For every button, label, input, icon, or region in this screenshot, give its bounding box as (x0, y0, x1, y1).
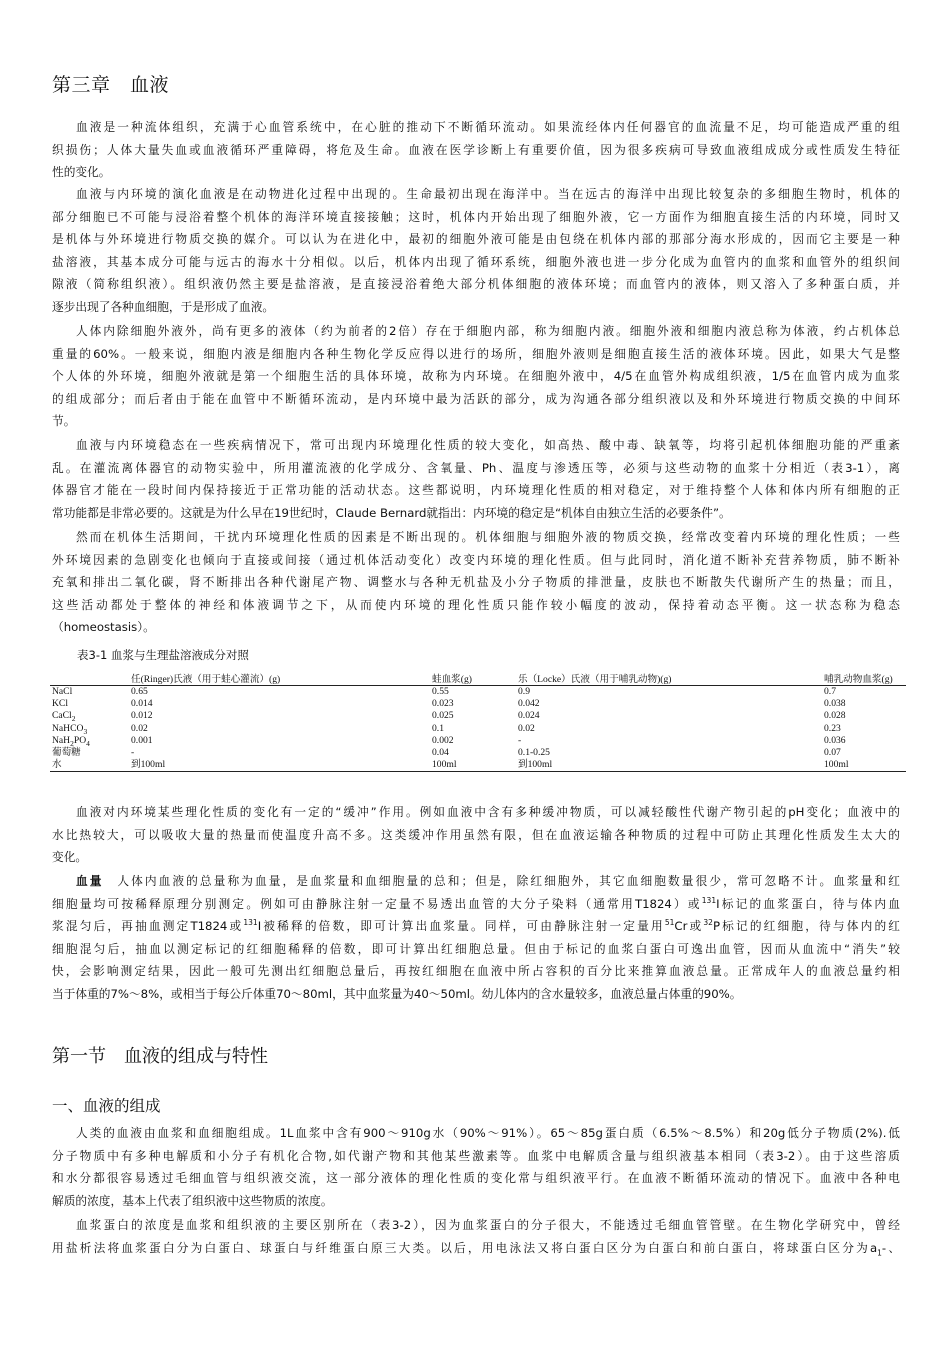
text-line: 性的变化。 (52, 165, 111, 180)
table-cell: 0.65 (131, 686, 148, 697)
table-cell: 0.07 (824, 747, 841, 759)
table-caption: 表3-1 血浆与生理盐溶液成分对照 (77, 648, 249, 662)
paragraph-dynamic-balance (52, 526, 900, 639)
table-header-cell (50, 670, 129, 686)
text-line: 血量 人体内血液的总量称为血量，是血浆量和血细胞量的总和；但是，除红细胞外，其它血细胞数量很少，常可忽略不计。血浆量和红 (76, 874, 900, 888)
text-line: 解质的浓度，基本上代表了组织液中这些物质的浓度。 (52, 1193, 333, 1208)
text-line: 隙液（简称组织液）。组织液仍然主要是盐溶液，是直接浸浴着绝大部分机体细胞的液体环境；而血管内的液体，则又溶入了多种蛋白质，并 (52, 277, 900, 292)
table-header-cell: 乐（Locke）氏液（用于哺乳动物)(g) (516, 670, 822, 686)
table-cell: 0.1 (432, 722, 444, 734)
table-row (50, 698, 906, 710)
paragraph-intro (52, 116, 900, 184)
text-line: 体器官才能在一段时间内保持接近于正常功能的活动状态。这些都说明，内环境理化性质的相对稳定，对于维持整个人体和体内所有细胞的正 (52, 483, 900, 498)
text-line: 分子物质中有多种电解质和小分子有机化合物,如代谢产物和其他某些激素等。血浆中电解质含量与组织液基本相同（表3-2）。由于这些溶质 (52, 1148, 900, 1163)
table-row (50, 710, 906, 722)
text-line: 人类的血液由血浆和血细胞组成。1L血浆中含有900～910g水（90%～91%）。65～85g蛋白质（6.5%～8.5%）和20g低分子物质(2%).低 (76, 1126, 900, 1140)
row-label: 水 (50, 759, 129, 772)
table-header-cell: 哺乳动物血浆(g) (822, 670, 906, 686)
row-label: KCl (52, 698, 68, 710)
text-line: 逐步出现了各种血细胞，于是形成了血液。 (52, 299, 275, 314)
table-cell: 0.1-0.25 (518, 747, 550, 759)
text-line: 部分细胞已不可能与浸浴着整个机体的海洋环境直接接触；这时，机体内开始出现了细胞外液，它一方面作为细胞直接生活的内环境，同时又 (52, 209, 900, 224)
text-line: 乱。在灌流离体器官的动物实验中，所用灌流液的化学成分、含氧量、Ph、温度与渗透压等，必须与这些动物的血浆十分相近（表3-1），离 (52, 460, 900, 475)
text-line: 重量的60%。一般来说，细胞内液是细胞内各种生物化学反应得以进行的场所，细胞外液则是细胞直接生活的液体环境。因此，如果大气是整 (52, 346, 900, 361)
text-line: 细胞混匀后，抽血以测定标记的红细胞稀释的倍数，即可计算出红细胞总量。但由于标记的血浆白蛋白可逸出血管，因而从血流中“消失”较 (52, 941, 900, 956)
text-line: 常功能都是非常必要的。这就是为什么早在19世纪时，Claude Bernard就指出：内环境的稳定是“机体自由独立生活的必要条件”。 (52, 505, 731, 520)
paragraph-composition (52, 1122, 900, 1212)
row-label: CaCl$_2$ (52, 710, 76, 724)
text-line: 血液对内环境某些理化性质的变化有一定的“缓冲”作用。例如血液中含有多种缓冲物质，可以减轻酸性代谢产物引起的pH变化；血液中的 (76, 805, 900, 819)
text-line: 细胞量均可按稀释原理分别测定。例如可由静脉注射一定量不易透出血管的大分子染料（通常用T1824）或$^{131}$I标记的血浆蛋白，待与体内血 (52, 895, 900, 911)
row-label: NaCl (52, 686, 73, 697)
text-line: 这些活动都处于整体的神经和体液调节之下，从而使内环境的理化性质只能作较小幅度的波动，保持着动态平衡。这一状态称为稳态 (52, 597, 900, 612)
subsection-title: 一、血液的组成 (52, 1097, 161, 1115)
table-row (50, 759, 906, 772)
paragraph-homeostasis (52, 434, 900, 524)
table-header-cell: 蛙血浆(g) (430, 670, 516, 686)
table-row (50, 735, 906, 747)
table-cell: 0.025 (432, 710, 454, 722)
table-header-cell: 任(Ringer)氏液（用于蛙心灌流）(g) (129, 670, 430, 686)
table-cell: 0.001 (131, 734, 153, 746)
text-line: 的组成部分；而后者由于能在血管中不断循环流动，是内环境中最为活跃的部分，成为沟通各部分组织液以及和外环境进行物质交换的中间环 (52, 391, 900, 406)
text-line: 用盐析法将血浆蛋白分为白蛋白、球蛋白与纤维蛋白原三大类。以后，用电泳法又将白蛋白区分为白蛋白和前白蛋白，将球蛋白区分为$a_1-$、 (52, 1240, 900, 1257)
paragraph-buffer (52, 801, 900, 869)
paragraph-plasma-protein (52, 1214, 900, 1259)
text-line: 血浆蛋白的浓度是血浆和组织液的主要区别所在（表3-2），因为血浆蛋白的分子很大，不能透过毛细血管管壁。在生物化学研究中，曾经 (76, 1218, 900, 1232)
table-cell: 100ml (430, 759, 516, 772)
composition-table (50, 670, 906, 772)
table-cell: 0.9 (518, 686, 530, 697)
chapter-title: 第三章 血液 (52, 74, 170, 96)
table-cell: - (131, 747, 135, 759)
paragraph-evolution (52, 183, 900, 319)
text-line: 个人体的外环境，细胞外液就是第一个细胞生活的具体环境，故称为内环境。在细胞外液中，4/5在血管外构成组织液，1/5在血管内成为血浆 (52, 369, 900, 384)
text-line: 水比热较大，可以吸收大量的热量而使温度升高不多。这类缓冲作用虽然有限，但在血液运输各种物质的过程中可防止其理化性质发生太大的 (52, 827, 900, 842)
text-line: 是机体与外环境进行物质交换的媒介。可以认为在进化中，最初的细胞外液可能是由包绕在机体内部的那部分海水形成的，因而它主要是一种 (52, 232, 900, 247)
text-line: 人体内除细胞外液外，尚有更多的液体（约为前者的2倍）存在于细胞内部，称为细胞内液。细胞外液和细胞内液总称为体液，约占机体总 (76, 324, 900, 338)
table-cell: 0.7 (824, 686, 836, 697)
text-line: 变化。 (52, 850, 88, 865)
text-line: 然而在机体生活期间，干扰内环境理化性质的因素是不断出现的。机体细胞与细胞外液的物质交换，经常改变着内环境的理化性质；一些 (76, 530, 900, 544)
table-cell: 0.04 (432, 747, 449, 759)
table-cell: 到100ml (129, 759, 430, 772)
text-line: 浆混匀后，再抽血测定T1824或$^{131}$I被稀释的倍数，即可计算出血浆量。同样，可由静脉注射一定量用$^{51}$Cr或$^{32}$P标记的红细胞，待与体内的红 (52, 918, 900, 934)
table-cell: 0.023 (432, 698, 454, 710)
table-row (50, 723, 906, 735)
table-cell: 0.028 (824, 710, 846, 722)
text-line: 充氧和排出二氧化碳，肾不断排出各种代谢尾产物、调整水与各种无机盐及小分子物质的排泄量，皮肤也不断散失代谢所产生的热量；而且， (52, 575, 900, 590)
text-line: 节。 (52, 414, 76, 429)
table-cell: 0.02 (131, 722, 148, 734)
table-cell: 0.042 (518, 698, 540, 710)
table-cell: 0.036 (824, 734, 846, 746)
paragraph-blood-volume (52, 870, 900, 1006)
table-cell: 0.024 (518, 710, 540, 722)
table-cell: 0.002 (432, 734, 454, 746)
term-blood-volume: 血量 (76, 874, 104, 888)
section-title: 第一节 血液的组成与特性 (52, 1046, 268, 1067)
table-cell: 100ml (822, 759, 906, 772)
row-label: NaHCO$_3$ (52, 722, 88, 736)
table-cell: 0.23 (824, 722, 841, 734)
text-line: 当于体重的7%～8%，或相当于每公斤体重70～80ml，其中血浆量为40～50ml。幼儿体内的含水量较多，血液总量占体重的90%。 (52, 986, 742, 1001)
table-cell: - (518, 734, 522, 746)
text-line: 外环境因素的急剧变化也倾向于直接或间接（通过机体活动变化）改变内环境的理化性质。但与此同时，消化道不断补充营养物质，肺不断补 (52, 552, 900, 567)
paragraph-body-fluid (52, 320, 900, 433)
text-line: 血液是一种流体组织，充满于心血管系统中，在心脏的推动下不断循环流动。如果流经体内任何器官的血流量不足，均可能造成严重的组 (76, 120, 900, 134)
text-line: 血液与内环境稳态在一些疾病情况下，常可出现内环境理化性质的较大变化，如高热、酸中毒、缺氧等，均将引起机体细胞功能的严重紊 (76, 438, 900, 452)
table-row (50, 747, 906, 759)
table-cell: 0.012 (131, 710, 153, 722)
table-cell: 0.55 (432, 686, 449, 697)
table-cell: 到100ml (516, 759, 822, 772)
text-line: 快，会影响测定结果，因此一般可先测出红细胞总量后，再按红细胞在血液中所占容积的百分比来推算血液总量。正常成年人的血液总量约相 (52, 964, 900, 979)
table-cell: 0.02 (518, 722, 535, 734)
table-cell: 0.038 (824, 698, 846, 710)
text-line: 盐溶液，其基本成分可能与远古的海水十分相似。以后，机体内出现了循环系统，细胞外液也进一步分化成为血管内的血浆和血管外的组织间 (52, 254, 900, 269)
row-label: 葡萄糖 (52, 747, 81, 759)
text-line: 和水分都很容易透过毛细血管与组织液交流，这一部分液体的理化性质的变化常与组织液平行。在血液不断循环流动的情况下。血液中各种电 (52, 1171, 900, 1186)
text-line: 血液与内环境的演化血液是在动物进化过程中出现的。生命最初出现在海洋中。当在远古的海洋中出现比较复杂的多细胞生物时，机体的 (76, 187, 900, 201)
text-line: （homeostasis）。 (52, 620, 155, 635)
table-row (50, 686, 906, 699)
text-line: 织损伤；人体大量失血或血液循环严重障碍，将危及生命。血液在医学诊断上有重要价值，因为很多疾病可导致血液组成成分或性质发生特征 (52, 142, 900, 157)
table-header-row (50, 670, 906, 686)
row-label: $NaH_2PO_4$ (52, 734, 90, 748)
table-cell: 0.014 (131, 698, 153, 710)
